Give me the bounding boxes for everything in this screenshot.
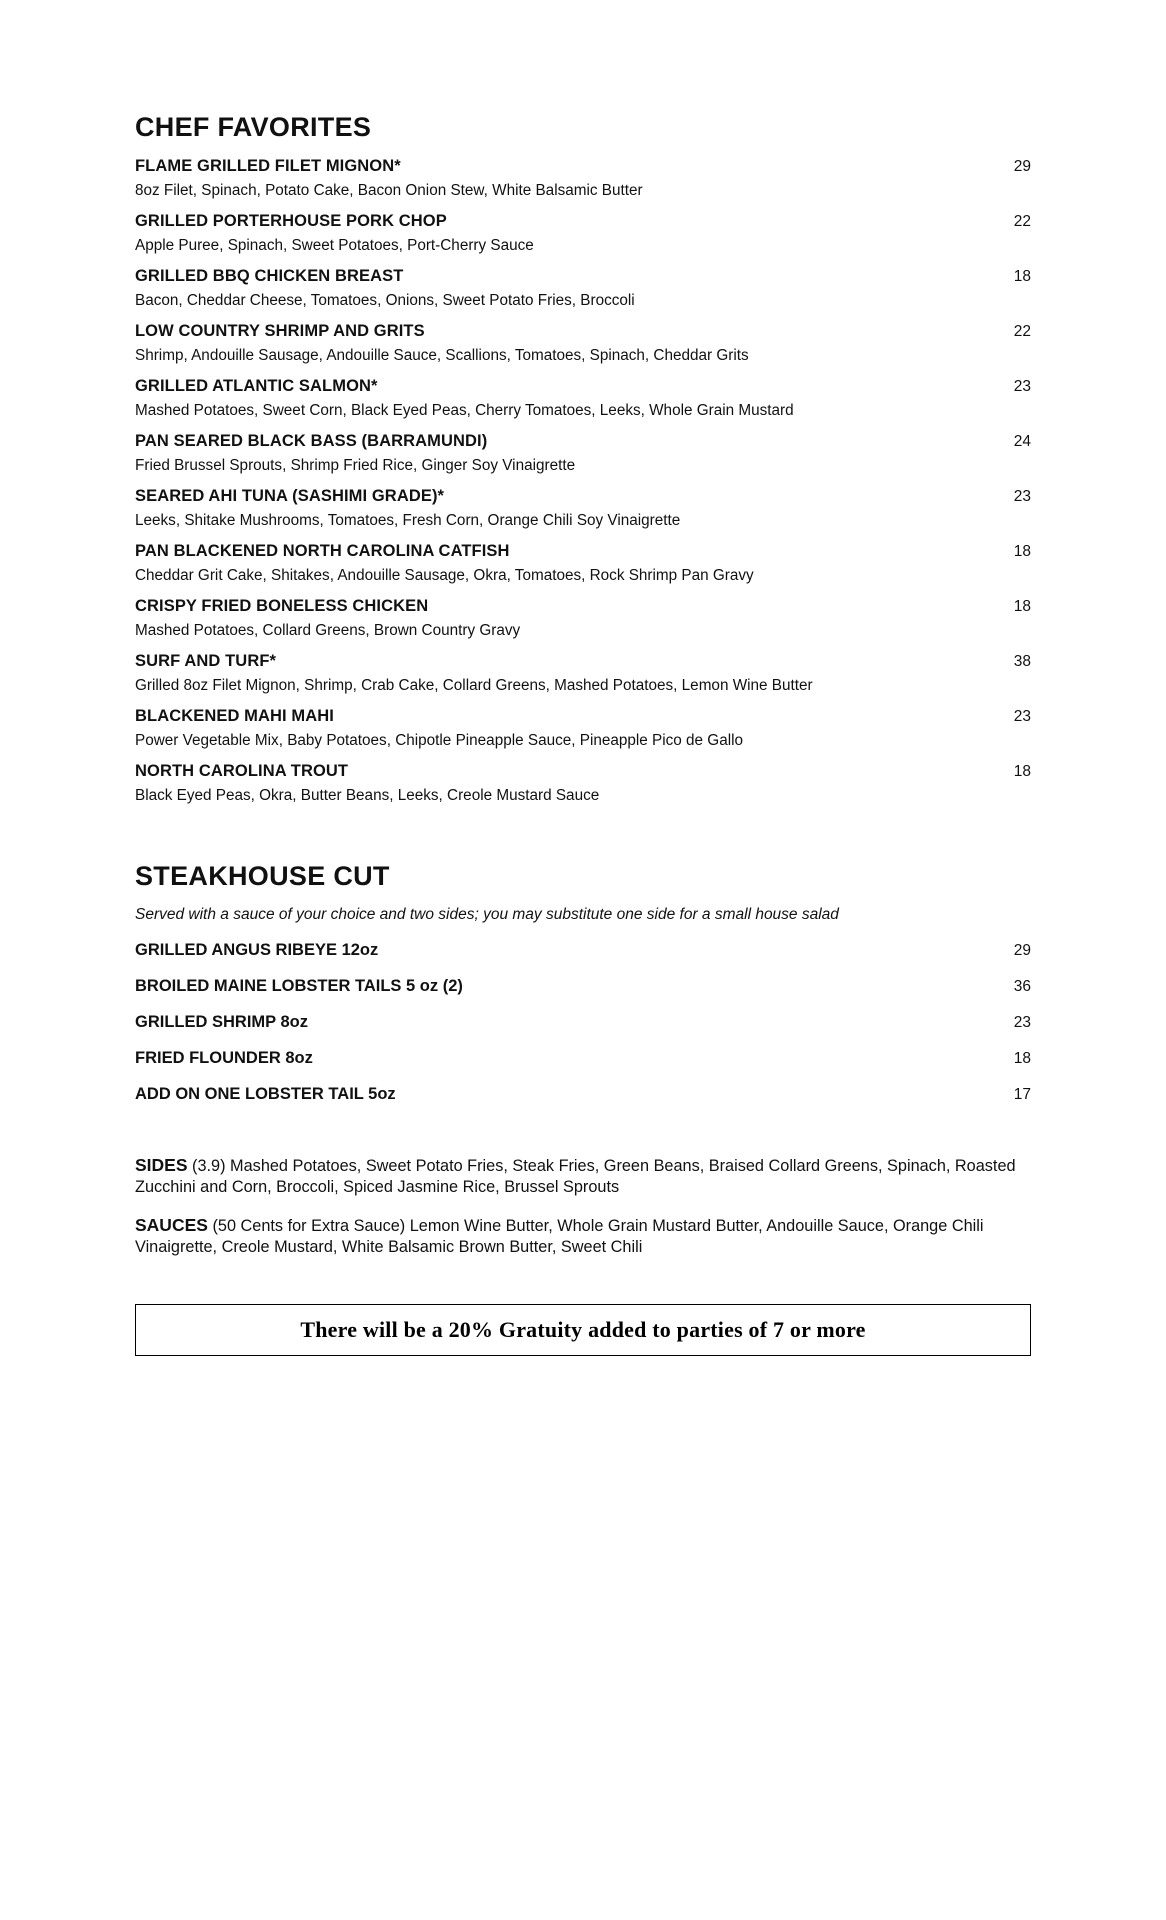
menu-item-row [135, 762, 1031, 781]
menu-item-name: GRILLED ANGUS RIBEYE 12oz [135, 941, 379, 959]
menu-item-row [135, 542, 1031, 561]
menu-item-name: NORTH CAROLINA TROUT [135, 762, 349, 780]
menu-item-row [135, 432, 1031, 451]
menu-item-name: CRISPY FRIED BONELESS CHICKEN [135, 597, 429, 615]
menu-item-row [135, 977, 1031, 996]
menu-item-price: 18 [1013, 763, 1031, 780]
menu-item-row [135, 707, 1031, 726]
menu-item-price: 22 [1013, 213, 1031, 230]
gratuity-notice-box [135, 1304, 1031, 1356]
sides-text: (3.9) Mashed Potatoes, Sweet Potato Fries, Steak Fries, Green Beans, Braised Collard Greens, Spinach, Roasted Zucchini and Corn, Broccoli, Spiced Jasmine Rice, Brussel Sprouts [135, 1157, 1016, 1197]
menu-item-price: 23 [1013, 488, 1031, 505]
menu-item-description: Grilled 8oz Filet Mignon, Shrimp, Crab Cake, Collard Greens, Mashed Potatoes, Lemon Wine Butter [135, 677, 813, 694]
menu-item-description: Shrimp, Andouille Sausage, Andouille Sauce, Scallions, Tomatoes, Spinach, Cheddar Grits [135, 347, 749, 364]
menu-item-name: ADD ON ONE LOBSTER TAIL 5oz [135, 1085, 396, 1103]
menu-item-description: Leeks, Shitake Mushrooms, Tomatoes, Fresh Corn, Orange Chili Soy Vinaigrette [135, 512, 681, 529]
menu-item-name: BLACKENED MAHI MAHI [135, 707, 334, 725]
menu-item-description: Bacon, Cheddar Cheese, Tomatoes, Onions, Sweet Potato Fries, Broccoli [135, 292, 635, 309]
menu-item-price: 17 [1013, 1086, 1031, 1103]
sides-label: SIDES [135, 1155, 188, 1175]
extras-section [135, 1154, 1031, 1258]
menu-item-description: Apple Puree, Spinach, Sweet Potatoes, Port-Cherry Sauce [135, 237, 534, 254]
menu-item-description: Mashed Potatoes, Collard Greens, Brown Country Gravy [135, 622, 521, 639]
menu-item-description: 8oz Filet, Spinach, Potato Cake, Bacon Onion Stew, White Balsamic Butter [135, 182, 643, 199]
menu-item [135, 762, 1031, 805]
menu-item-price: 18 [1013, 1050, 1031, 1067]
menu-item-row [135, 597, 1031, 616]
menu-item-description: Fried Brussel Sprouts, Shrimp Fried Rice, Ginger Soy Vinaigrette [135, 457, 576, 474]
menu-item [135, 652, 1031, 695]
chef-favorites-list [135, 157, 1031, 805]
menu-item-price: 29 [1013, 942, 1031, 959]
menu-item [135, 432, 1031, 475]
menu-item-row [135, 652, 1031, 671]
steakhouse-cut-list [135, 941, 1031, 1104]
menu-item-name: FRIED FLOUNDER 8oz [135, 1049, 313, 1067]
menu-item-row [135, 267, 1031, 286]
menu-item-description: Power Vegetable Mix, Baby Potatoes, Chipotle Pineapple Sauce, Pineapple Pico de Gallo [135, 732, 744, 749]
menu-item-price: 22 [1013, 323, 1031, 340]
gratuity-notice-text: There will be a 20% Gratuity added to parties of 7 or more [300, 1317, 866, 1343]
menu-item-row [135, 487, 1031, 506]
menu-item-price: 23 [1013, 1014, 1031, 1031]
menu-item-name: GRILLED ATLANTIC SALMON* [135, 377, 378, 395]
menu-item-row [135, 157, 1031, 176]
sauces-line [135, 1214, 1031, 1258]
menu-item-description: Mashed Potatoes, Sweet Corn, Black Eyed Peas, Cherry Tomatoes, Leeks, Whole Grain Mustard [135, 402, 794, 419]
menu-item-row [135, 1013, 1031, 1032]
menu-item-name: GRILLED BBQ CHICKEN BREAST [135, 267, 404, 285]
menu-item-row [135, 322, 1031, 341]
menu-item-price: 29 [1013, 158, 1031, 175]
menu-item [135, 322, 1031, 365]
menu-item-price: 38 [1013, 653, 1031, 670]
menu-item-row [135, 941, 1031, 960]
menu-item-name: FLAME GRILLED FILET MIGNON* [135, 157, 401, 175]
menu-item-price: 18 [1013, 543, 1031, 560]
sides-line [135, 1154, 1031, 1198]
menu-item-row [135, 212, 1031, 231]
menu-item-row [135, 1085, 1031, 1104]
menu-item [135, 377, 1031, 420]
menu-item [135, 267, 1031, 310]
menu-item [135, 707, 1031, 750]
menu-item-name: GRILLED PORTERHOUSE PORK CHOP [135, 212, 447, 230]
menu-item-price: 18 [1013, 268, 1031, 285]
menu-item-name: GRILLED SHRIMP 8oz [135, 1013, 308, 1031]
menu-item-row [135, 1049, 1031, 1068]
menu-item-description: Black Eyed Peas, Okra, Butter Beans, Leeks, Creole Mustard Sauce [135, 787, 600, 804]
menu-item [135, 212, 1031, 255]
menu-item-price: 18 [1013, 598, 1031, 615]
menu-item-name: SEARED AHI TUNA (SASHIMI GRADE)* [135, 487, 445, 505]
sauces-text: (50 Cents for Extra Sauce) Lemon Wine Butter, Whole Grain Mustard Butter, Andouille Sauce, Orange Chili Vinaigrette, Creole Mustard, White Balsamic Brown Butter, Sweet Chili [135, 1217, 984, 1257]
menu-item-price: 23 [1013, 378, 1031, 395]
menu-item-name: SURF AND TURF* [135, 652, 277, 670]
menu-item-description: Cheddar Grit Cake, Shitakes, Andouille Sausage, Okra, Tomatoes, Rock Shrimp Pan Gravy [135, 567, 754, 584]
menu-item [135, 597, 1031, 640]
menu-item [135, 487, 1031, 530]
steakhouse-cut-note: Served with a sauce of your choice and two sides; you may substitute one side for a small house salad [135, 906, 839, 923]
sauces-label: SAUCES [135, 1215, 208, 1236]
menu-item-name: PAN BLACKENED NORTH CAROLINA CATFISH [135, 542, 510, 560]
menu-item-price: 24 [1013, 433, 1031, 450]
menu-item-price: 23 [1013, 708, 1031, 725]
menu-item-name: BROILED MAINE LOBSTER TAILS 5 oz (2) [135, 977, 463, 995]
menu-item-row [135, 377, 1031, 396]
menu-item [135, 542, 1031, 585]
menu-item-name: LOW COUNTRY SHRIMP AND GRITS [135, 322, 425, 340]
menu-item [135, 157, 1031, 200]
menu-item-price: 36 [1013, 978, 1031, 995]
section-title-steakhouse-cut: STEAKHOUSE CUT [135, 861, 390, 891]
menu-item-name: PAN SEARED BLACK BASS (BARRAMUNDI) [135, 432, 488, 450]
section-title-chef-favorites: CHEF FAVORITES [135, 112, 372, 142]
